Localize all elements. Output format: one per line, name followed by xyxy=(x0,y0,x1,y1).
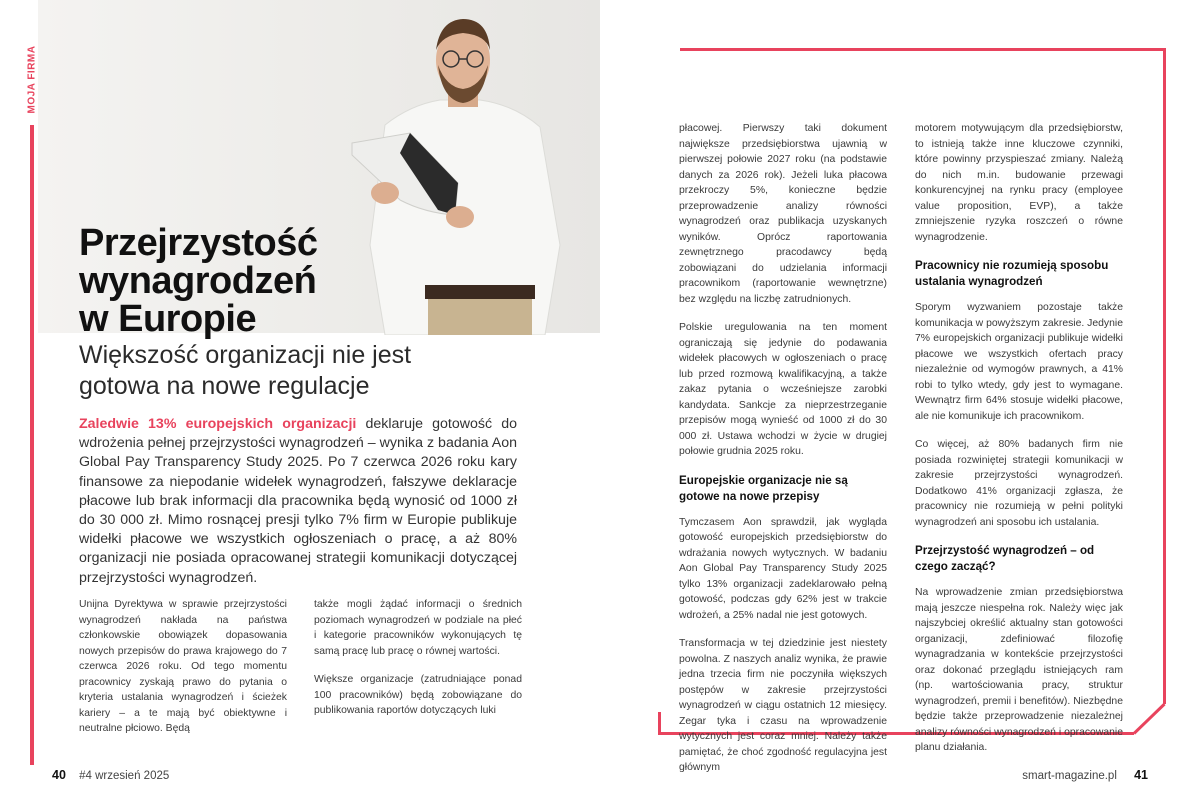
section-heading: Europejskie organizacje nie są gotowe na nowe przepisy xyxy=(679,473,848,503)
paragraph: także mogli żądać informacji o średnich poziomach wynagrodzeń w podziale na płeć i kategorie pracowników wykonujących tę samą pracę lub pracę o równej wartości. xyxy=(314,599,522,657)
frame-line-top xyxy=(680,48,1166,51)
hand-left xyxy=(371,182,399,204)
paragraph: Większe organizacje (zatrudniające ponad 100 pracowników) będą zobowiązane do publikowania raportów dotyczących luki xyxy=(314,674,522,716)
trousers xyxy=(428,299,532,335)
paragraph: Unijna Dyrektywa w sprawie przejrzystości wynagrodzeń nakłada na państwa członkowskie obowiązek dopasowania nowych przepisów do prawa krajowego do 7 czerwca 2026 roku. Od tego momentu pracownicy zyskają prawo do pytania o kryteria ustalania wynagrodzeń i ścieżek kariery – a te mają być obiektywne i neutralne płciowo. Będą xyxy=(79,599,287,734)
footer-right xyxy=(1022,768,1148,782)
lead-paragraph xyxy=(79,415,517,588)
paragraph: Polskie uregulowania na ten moment ograniczają się jedynie do podawania widełek płacowych w ogłoszeniach o pracę lub przed rozmową kwalifikacyjną, a także zakaz pytania o wcześniejsze zarobki kandydata. Sankcje za nieprzestrzeganie przepisów mogą wynieść od 1000 zł do 30 000 zł. Ustawa wchodzi w życie w drugiej połowie grudnia 2025 roku. xyxy=(679,322,887,457)
footer-left xyxy=(52,768,169,782)
paragraph: motorem motywującym dla przedsiębiorstw, to istnieją także inne kluczowe czynniki, które powinny przyspieszać zmiany. Należą do nich m.in. budowanie przewagi konkurencyjnej na rynku pracy (employee value proposition, EVP), a także zmniejszenie ryzyka roszczeń o równe wynagrodzenie. xyxy=(915,123,1123,243)
paragraph: płacowej. Pierwszy taki dokument największe przedsiębiorstwa ujawnią w pierwszej połowie 2027 roku (na podstawie danych za 2026 rok). Jeżeli luka płacowa przekroczy 5%, konieczne będzie przeprowadzenie analizy równości wynagrodzeń oraz publikacja uzyskanych wyników. Oprócz raportowania zewnętrznego pracodawcy będą zobowiązani do udzielania informacji pracownikom (raportowanie wewnętrzne) bez względu na liczbę zatrudnionych. xyxy=(679,123,887,305)
subtitle-line: Większość organizacji nie jest xyxy=(79,341,412,369)
belt xyxy=(425,285,535,299)
article-title xyxy=(79,224,399,338)
website: smart-magazine.pl xyxy=(1022,770,1117,782)
issue-date: #4 wrzesień 2025 xyxy=(79,770,170,782)
section-label-text: MOJA FIRMA xyxy=(26,45,38,114)
article-subtitle xyxy=(79,340,499,402)
section-heading: Pracownicy nie rozumieją sposobu ustalania wynagrodzeń xyxy=(915,259,1109,288)
title-line: w Europie xyxy=(79,298,257,340)
lead-text: deklaruje gotowość do wdrożenia pełnej przejrzystości wynagrodzeń – wynika z badania Aon Global Pay Transparency Study 2025. Po 7 czerwca 2026 roku kary finansowe za niepodanie widełek wynagrodzeń, fałszywe deklaracje płacowe lub brak informacji dla pracownika będą wynosić od 1000 zł do 30 000 zł. Mimo rosnącej presji tylko 7% firm w Europie publikuje widełki płacowe we wszystkich ogłoszeniach o pracę, a aż 80% organizacji nie posiada opracowanej strategii komunikacji dotyczącej przejrzystości wynagrodzeń. xyxy=(79,416,517,586)
body-column-1 xyxy=(79,597,287,750)
title-line: wynagrodzeń xyxy=(79,260,317,302)
body-column-4 xyxy=(915,121,1123,769)
frame-line-left xyxy=(658,712,661,735)
body-column-2 xyxy=(314,597,522,732)
frame-line-right xyxy=(1163,48,1166,704)
page-number-left: 40 xyxy=(52,768,66,782)
title-line: Przejrzystość xyxy=(79,222,318,264)
side-accent-line xyxy=(30,125,34,765)
subtitle-line: gotowa na nowe regulacje xyxy=(79,372,370,400)
section-heading: Przejrzystość wynagrodzeń – od czego zacząć? xyxy=(915,544,1095,573)
paragraph: Sporym wyzwaniem pozostaje także komunikacja w powyższym zakresie. Jedynie 7% europejskich organizacji publikuje widełki płacowe we wszystkich ofertach pracy niezależnie od wymogów prawnych, a 41% robi to tylko wtedy, gdy jest to wymagane. Wewnątrz firm 64% stosuje widełki płacowe, ale nie komunikuje ich pracownikom. xyxy=(915,302,1123,422)
lead-highlight: Zaledwie 13% europejskich organizacji xyxy=(79,416,357,432)
paragraph: Tymczasem Aon sprawdził, jak wygląda gotowość europejskich przedsiębiorstw do wdrażania nowych wytycznych. W badaniu Aon Global Pay Transparency Study 2025 tylko 13% organizacji zadeklarowało pełną gotowość, podczas gdy 62% jest w trakcie wdrożeń, a 25% nadal nie jest gotowych. xyxy=(679,516,887,621)
hand-right xyxy=(446,206,474,228)
page-number-right: 41 xyxy=(1134,768,1148,782)
paragraph: Transformacja w tej dziedzinie jest niestety powolna. Z naszych analiz wynika, że prawie jedna trzecia firm nie poczyniła większych postępów w zakresie przejrzystości wynagrodzeń w ciągu ostatnich 12 miesięcy. Zegar tyka i czasu na wprowadzenie wytycznych jest coraz mniej. Należy także pamiętać, że choć zgodność regulacyjna jest głównym xyxy=(679,638,887,773)
paragraph: Na wprowadzenie zmian przedsiębiorstwa mają jeszcze niespełna rok. Należy więc jak najszybciej określić aktualny stan gotowości organizacji, zdefiniować filozofię wynagradzania w kontekście przejrzystości oraz dokonać przeglądu istniejących ram (np. wartościowania pracy, struktur wynagrodzeń, premii i benefitów). Niezbędne będzie także przeprowadzenie niezależnej analizy równości wynagrodzeń i opracowanie planu działania. xyxy=(915,587,1123,753)
body-column-3 xyxy=(679,121,887,789)
paragraph: Co więcej, aż 80% badanych firm nie posiada rozwiniętej strategii komunikacji w zakresie przejrzystości wynagrodzeń. Dodatkowo 41% organizacji zgłasza, że pracownicy nie rozumieją w pełni polityki wynagrodzeń ani sposobu ich ustalania. xyxy=(915,439,1123,528)
